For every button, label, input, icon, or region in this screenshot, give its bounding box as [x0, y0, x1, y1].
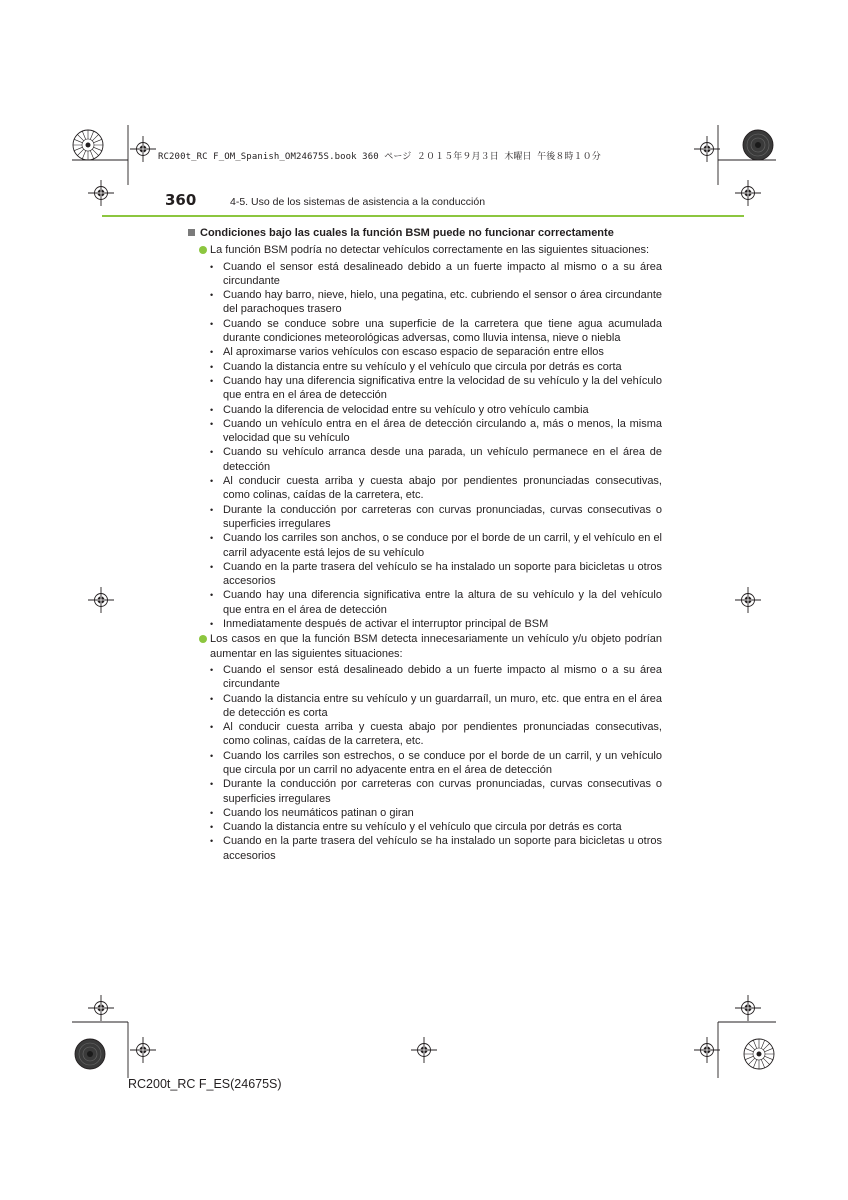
list-item [188, 503, 662, 532]
list-item-text: Al conducir cuesta arriba y cuesta abajo por pendientes pronunciadas consecutivas, como colinas, caídas de la carretera, etc. [223, 475, 662, 502]
bullet-icon: • [210, 822, 214, 833]
list-item-text: Cuando el sensor está desalineado debido a un fuerte impacto al mismo o a su área circundante [223, 663, 662, 691]
bullet-icon: • [210, 375, 214, 386]
list-item [188, 260, 662, 289]
sub-heading [188, 226, 662, 240]
list-item [188, 777, 662, 806]
list-item [188, 834, 662, 863]
list-item [188, 560, 662, 589]
list-item [188, 806, 662, 820]
bullet-icon: • [210, 290, 214, 301]
bullet-icon: • [210, 693, 214, 704]
group-intro-text: La función BSM podría no detectar vehículos correctamente en las siguientes situaciones: [210, 244, 650, 257]
sub-heading-text: Condiciones bajo las cuales la función BSM puede no funcionar correctamente [200, 227, 614, 239]
circle-bullet-icon [199, 246, 207, 254]
bullet-icon: • [210, 561, 214, 572]
bullet-icon: • [210, 750, 214, 761]
group-intro [188, 632, 662, 661]
list-item-text: Durante la conducción por carreteras con curvas pronunciadas, curvas consecutivas o superficies irregulares [223, 503, 662, 530]
list-item [188, 820, 662, 834]
bullet-icon: • [210, 447, 214, 458]
section-title: 4-5. Uso de los sistemas de asistencia a la conducción [230, 196, 486, 208]
list-item-text: Cuando la distancia entre su vehículo y un guardarraíl, un muro, etc. que entra en el área de detección es corta [223, 692, 662, 719]
list-item [188, 317, 662, 346]
group-intro-text: Los casos en que la función BSM detecta innecesariamente un vehículo y/u objeto podrían aumentar en las siguientes situaciones: [210, 633, 662, 660]
group-intro [188, 243, 662, 257]
bullet-icon: • [210, 722, 214, 733]
list-item [188, 692, 662, 721]
list-item-text: Cuando la diferencia de velocidad entre su vehículo y otro vehículo cambia [223, 403, 589, 416]
list-item-text: Durante la conducción por carreteras con curvas pronunciadas, curvas consecutivas o superficies irregulares [223, 778, 662, 805]
condition-list [188, 663, 662, 863]
list-item [188, 374, 662, 403]
list-item [188, 588, 662, 617]
list-item [188, 474, 662, 503]
square-bullet-icon [188, 229, 195, 236]
list-item-text: Cuando se conduce sobre una superficie de la carretera que tiene agua acumulada durante condiciones meteorológicas adversas, como lluvia intensa, nieve o niebla [223, 317, 662, 345]
list-item-text: Inmediatamente después de activar el interruptor principal de BSM [223, 618, 549, 631]
footer-code: RC200t_RC F_ES(24675S) [128, 1077, 282, 1091]
list-item [188, 663, 662, 692]
list-item-text: Cuando en la parte trasera del vehículo se ha instalado un soporte para bicicletas u otros accesorios [223, 835, 662, 862]
list-item-text: Cuando la distancia entre su vehículo y el vehículo que circula por detrás es corta [223, 360, 622, 373]
bullet-icon: • [210, 533, 214, 544]
list-item-text: Cuando los neumáticos patinan o giran [223, 806, 414, 819]
bullet-icon: • [210, 807, 214, 818]
list-item [188, 288, 662, 317]
bullet-icon: • [210, 504, 214, 515]
list-item-text: Cuando el sensor está desalineado debido a un fuerte impacto al mismo o a su área circundante [223, 260, 662, 287]
list-item-text: Cuando hay una diferencia significativa entre la velocidad de su vehículo y la del vehículo que entra en el área de detección [223, 374, 662, 402]
list-item-text: Cuando hay barro, nieve, hielo, una pegatina, etc. cubriendo el sensor o área circundante del parachoques trasero [223, 289, 662, 316]
bullet-icon: • [210, 664, 214, 675]
list-item [188, 749, 662, 778]
list-item-text: Cuando hay una diferencia significativa entre la altura de su vehículo y la del vehículo que entra en el área de detección [223, 589, 662, 616]
page-number: 360 [165, 191, 197, 209]
list-item [188, 617, 662, 631]
list-item-text: Cuando un vehículo entra en el área de detección circulando a, más o menos, la misma velocidad que su vehículo [223, 417, 662, 445]
list-item-text: Al aproximarse varios vehículos con escaso espacio de separación entre ellos [223, 346, 604, 359]
list-item [188, 417, 662, 446]
bullet-icon: • [210, 836, 214, 847]
bullet-icon: • [210, 779, 214, 790]
list-item-text: Cuando los carriles son estrechos, o se conduce por el borde de un carril, y un vehículo que circula por un carril no adyacente entra en el área de detección [223, 749, 662, 776]
header-rule [102, 215, 744, 217]
list-item [188, 403, 662, 417]
list-item [188, 720, 662, 749]
list-item-text: Cuando en la parte trasera del vehículo se ha instalado un soporte para bicicletas u otros accesorios [223, 560, 662, 588]
bullet-icon: • [210, 590, 214, 601]
list-item-text: Cuando su vehículo arranca desde una parada, un vehículo permanece en el área de detección [223, 446, 662, 473]
list-item-text: Al conducir cuesta arriba y cuesta abajo por pendientes pronunciadas consecutivas, como colinas, caídas de la carretera, etc. [223, 721, 662, 748]
bullet-icon: • [210, 347, 214, 358]
list-item-text: Cuando los carriles son anchos, o se conduce por el borde de un carril, y el vehículo en el carril adyacente está lejos de su vehículo [223, 532, 662, 559]
circle-bullet-icon [199, 635, 207, 643]
bullet-icon: • [210, 476, 214, 487]
bullet-icon: • [210, 361, 214, 372]
condition-list [188, 260, 662, 632]
condition-groups [188, 243, 662, 863]
bullet-icon: • [210, 619, 214, 630]
content [188, 226, 662, 864]
bullet-icon: • [210, 404, 214, 415]
list-item [188, 445, 662, 474]
list-item [188, 360, 662, 374]
bullet-icon: • [210, 418, 214, 429]
list-item [188, 345, 662, 359]
bullet-icon: • [210, 261, 214, 272]
list-item [188, 531, 662, 560]
print-header: RC200t_RC F_OM_Spanish_OM24675S.book 360 ページ ２０１５年９月３日 木曜日 午後８時１０分 [158, 152, 601, 162]
bullet-icon: • [210, 318, 214, 329]
list-item-text: Cuando la distancia entre su vehículo y el vehículo que circula por detrás es corta [223, 821, 622, 834]
